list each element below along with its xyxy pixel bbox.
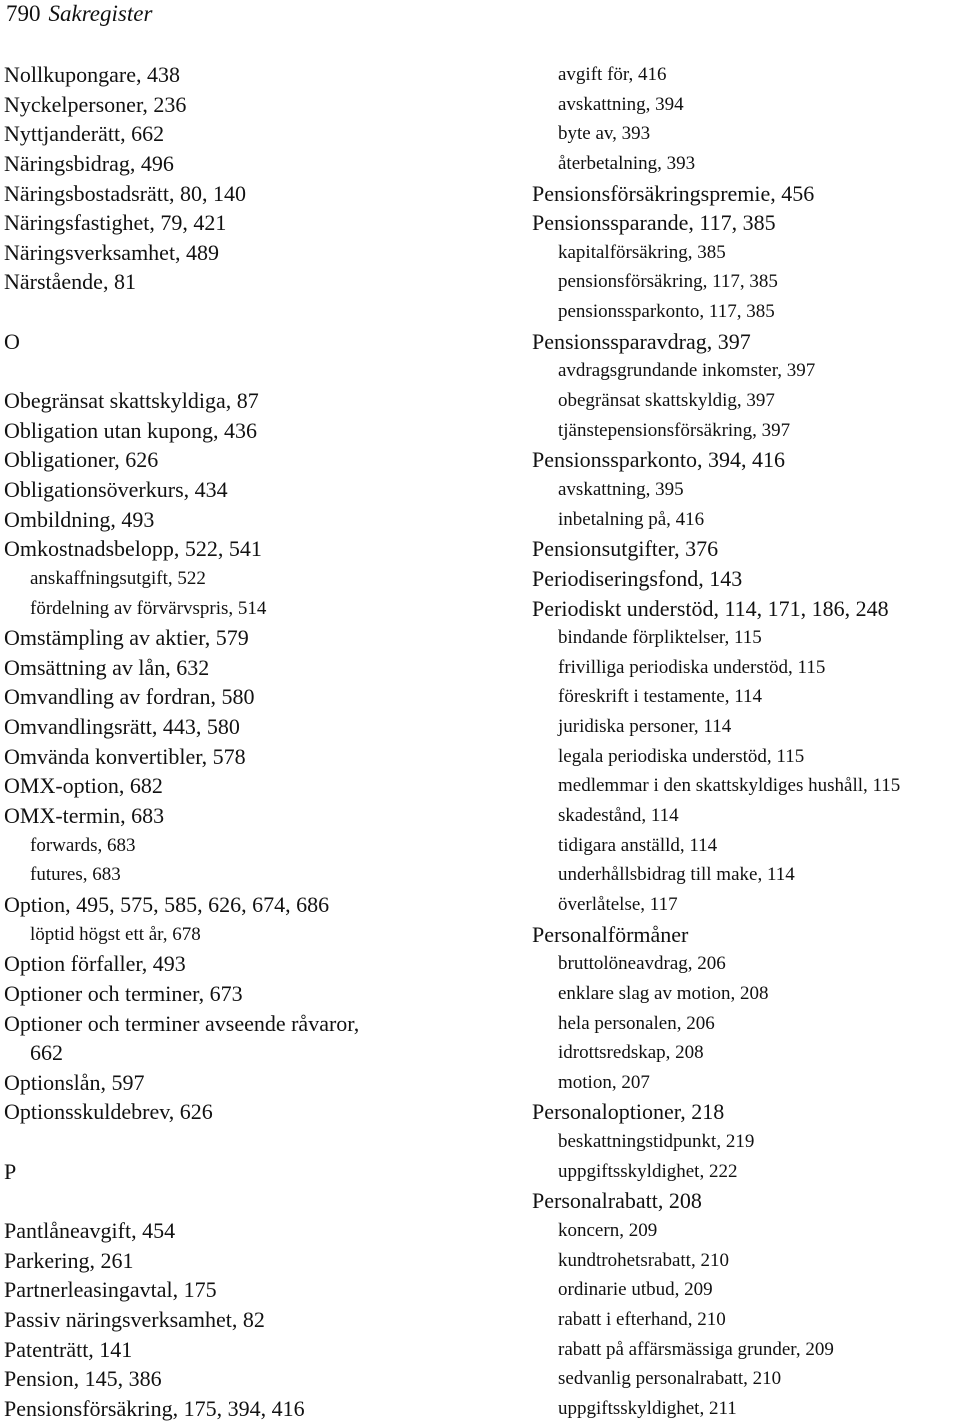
index-entry: Pantlåneavgift, 454: [4, 1217, 176, 1243]
index-entry: Obligation utan kupong, 436: [4, 417, 257, 443]
page-number: 790: [6, 1, 41, 26]
index-entry: Näringsbostadsrätt, 80, 140: [4, 180, 246, 206]
index-subentry: beskattningstidpunkt, 219: [558, 1131, 755, 1153]
index-subentry: pensionssparkonto, 117, 385: [558, 301, 775, 323]
index-subentry: uppgiftsskyldighet, 211: [558, 1397, 737, 1419]
index-subentry: anskaffningsutgift, 522: [30, 567, 206, 589]
index-subentry: sedvanlig personalrabatt, 210: [558, 1368, 782, 1390]
index-entry: Nyckelpersoner, 236: [4, 91, 187, 117]
index-entry: Omsättning av lån, 632: [4, 654, 210, 680]
index-subentry: kundtrohetsrabatt, 210: [558, 1249, 729, 1271]
index-entry: Personalrabatt, 208: [532, 1188, 702, 1214]
index-entry: Personalförmåner: [532, 921, 689, 947]
index-entry: Omvandling av fordran, 580: [4, 684, 255, 710]
section-letter-heading: P: [4, 1158, 17, 1184]
index-entry: Pensionsutgifter, 376: [532, 536, 719, 562]
index-entry: Pensionssparande, 117, 385: [532, 210, 776, 236]
index-entry: Omstämpling av aktier, 579: [4, 625, 249, 651]
index-subentry: byte av, 393: [558, 123, 651, 145]
index-entry: Pensionsförsäkringspremie, 456: [532, 180, 815, 206]
index-subentry: pensionsförsäkring, 117, 385: [558, 271, 778, 293]
index-subentry: enklare slag av motion, 208: [558, 982, 769, 1004]
page-header: [6, 0, 152, 28]
index-subentry: idrottsredskap, 208: [558, 1042, 704, 1064]
index-entry: OMX-option, 682: [4, 773, 163, 799]
index-subentry: skadestånd, 114: [558, 805, 679, 827]
index-entry: Patenträtt, 141: [4, 1336, 133, 1362]
index-subentry: avskattning, 395: [558, 478, 684, 500]
index-subentry: löptid högst ett år, 678: [30, 923, 201, 945]
index-entry: Näringsverksamhet, 489: [4, 239, 220, 265]
index-entry: Parkering, 261: [4, 1247, 134, 1273]
page-title: Sakregister: [48, 1, 153, 26]
index-subentry: juridiska personer, 114: [558, 716, 732, 738]
index-entry: Periodiskt understöd, 114, 171, 186, 248: [532, 595, 889, 621]
index-column-left: [4, 60, 514, 1423]
blank-line: [4, 1186, 514, 1216]
index-subentry: legala periodiska understöd, 115: [558, 745, 805, 767]
index-subentry: föreskrift i testamente, 114: [558, 686, 763, 708]
index-subentry: motion, 207: [558, 1071, 650, 1093]
index-subentry: avdragsgrundande inkomster, 397: [558, 360, 816, 382]
index-subentry: kapitalförsäkring, 385: [558, 241, 726, 263]
index-entry: Nollkupongare, 438: [4, 62, 180, 87]
index-entry: Pension, 145, 386: [4, 1366, 162, 1392]
index-entry: Option förfaller, 493: [4, 951, 186, 977]
index-subentry: inbetalning på, 416: [558, 508, 705, 530]
index-subentry: obegränsat skattskyldig, 397: [558, 390, 775, 412]
index-subentry: medlemmar i den skattskyldiges hushåll, 115: [558, 775, 901, 797]
index-entry: Optioner och terminer avseende råvaror,: [4, 1010, 360, 1036]
index-entry: Närstående, 81: [4, 269, 136, 295]
index-subentry: fördelning av förvärvspris, 514: [30, 597, 267, 619]
index-entry: Näringsbidrag, 496: [4, 150, 174, 176]
index-entry: Passiv näringsverksamhet, 82: [4, 1306, 265, 1332]
index-entry: Nyttjanderätt, 662: [4, 121, 165, 147]
index-subentry: uppgiftsskyldighet, 222: [558, 1160, 738, 1182]
index-entry: Pensionssparkonto, 394, 416: [532, 447, 785, 473]
index-entry: Omvända konvertibler, 578: [4, 743, 246, 769]
index-entry: Optionslån, 597: [4, 1069, 145, 1095]
index-subentry: rabatt i efterhand, 210: [558, 1308, 726, 1330]
index-entry: Personaloptioner, 218: [532, 1099, 725, 1125]
index-subentry: avgift för, 416: [558, 64, 667, 85]
index-subentry: hela personalen, 206: [558, 1012, 715, 1034]
index-entry: Obegränsat skattskyldiga, 87: [4, 388, 259, 414]
index-entry: Obligationer, 626: [4, 447, 159, 473]
index-subentry: avskattning, 394: [558, 93, 684, 115]
index-entry: Optioner och terminer, 673: [4, 980, 243, 1006]
blank-line: [4, 1127, 514, 1157]
index-entry: Näringsfastighet, 79, 421: [4, 210, 227, 236]
index-entry: Option, 495, 575, 585, 626, 674, 686: [4, 891, 330, 917]
index-entry: OMX-termin, 683: [4, 803, 165, 829]
index-subentry: bruttolöneavdrag, 206: [558, 953, 726, 975]
index-entry: Pensionssparavdrag, 397: [532, 328, 751, 354]
index-subentry: koncern, 209: [558, 1219, 658, 1241]
index-entry: Optionsskuldebrev, 626: [4, 1099, 213, 1125]
index-subentry: tjänstepensionsförsäkring, 397: [558, 419, 791, 441]
index-entry-continuation: 662: [30, 1040, 63, 1066]
index-entry: Periodiseringsfond, 143: [532, 565, 743, 591]
index-subentry: återbetalning, 393: [558, 152, 696, 174]
index-subentry: tidigara anställd, 114: [558, 834, 718, 856]
index-subentry: bindande förpliktelser, 115: [558, 627, 762, 649]
index-subentry: forwards, 683: [30, 834, 136, 856]
blank-line: [4, 356, 514, 386]
index-subentry: underhållsbidrag till make, 114: [558, 864, 795, 886]
index-subentry: överlåtelse, 117: [558, 893, 678, 915]
index-entry: Pensionsförsäkring, 175, 394, 416: [4, 1395, 305, 1421]
index-entry: Omvandlingsrätt, 443, 580: [4, 714, 240, 740]
index-subentry: frivilliga periodiska understöd, 115: [558, 656, 826, 678]
index-subentry: ordinarie utbud, 209: [558, 1279, 713, 1301]
index-column-right: [532, 60, 960, 1423]
index-entry: Ombildning, 493: [4, 506, 155, 532]
index-entry: Omkostnadsbelopp, 522, 541: [4, 536, 262, 562]
index-subentry: rabatt på affärsmässiga grunder, 209: [558, 1338, 834, 1360]
index-subentry: futures, 683: [30, 864, 121, 886]
index-entry: Obligationsöverkurs, 434: [4, 476, 228, 502]
index-entry: Partnerleasingavtal, 175: [4, 1277, 217, 1303]
section-letter-heading: O: [4, 328, 20, 354]
blank-line: [4, 297, 514, 327]
